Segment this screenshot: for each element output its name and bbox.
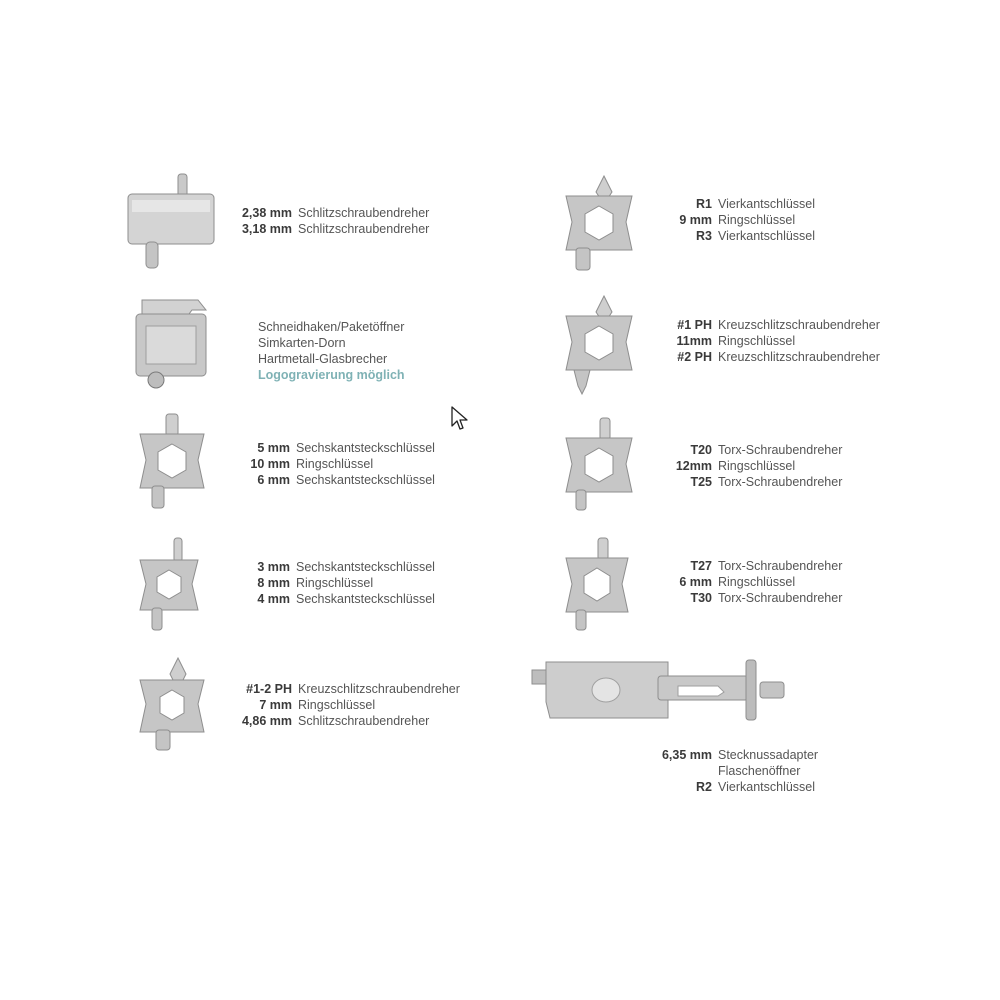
spec-size: 10 mm	[250, 457, 290, 471]
hex-wrench-link-icon	[134, 412, 210, 510]
logo-engraving-note: Logogravierung möglich	[258, 368, 405, 382]
socket-adapter-bottle-opener-icon	[528, 656, 790, 726]
phillips-link-icon	[560, 294, 638, 396]
torx-link-icon	[560, 416, 638, 512]
spec-size: 11mm	[676, 334, 712, 348]
spec-name: Ringschlüssel	[296, 457, 374, 471]
spec-size: #2 PH	[677, 350, 712, 364]
spec-size: 6 mm	[257, 473, 290, 487]
spec-name: Stecknussadapter	[718, 748, 819, 762]
spec-name: Ringschlüssel	[718, 575, 796, 589]
spec-name: Sechskantsteckschlüssel	[296, 473, 435, 487]
spec-name: Torx-Schraubendreher	[718, 443, 843, 457]
spec-size: 12mm	[675, 459, 712, 473]
square-driver-link-icon	[560, 174, 638, 274]
spec-name: Vierkantschlüssel	[718, 780, 816, 794]
spec-size: 4 mm	[257, 592, 290, 606]
spec-size: 6 mm	[679, 575, 712, 589]
spec-name: Ringschlüssel	[718, 334, 796, 348]
spec-name: Ringschlüssel	[718, 213, 796, 227]
spec-name: Ringschlüssel	[296, 576, 374, 590]
spec-name: Schneidhaken/Paketöffner	[258, 320, 405, 334]
spec-name: Sechskantsteckschlüssel	[296, 441, 435, 455]
spec-name: Torx-Schraubendreher	[718, 591, 843, 605]
spec-size: 9 mm	[679, 213, 712, 227]
hex-wrench-link-icon	[134, 536, 204, 632]
spec-size: 7 mm	[259, 698, 292, 712]
spec-size: 4,86 mm	[241, 714, 292, 728]
spec-size: 3 mm	[257, 560, 290, 574]
spec-name: Sechskantsteckschlüssel	[296, 560, 435, 574]
spec-size: T25	[690, 475, 712, 489]
spec-name: Sechskantsteckschlüssel	[296, 592, 435, 606]
spec-name: Kreuzschlitzschraubendreher	[718, 350, 880, 364]
spec-size: R2	[696, 780, 712, 794]
torx-link-icon	[560, 536, 634, 632]
spec-name: Vierkantschlüssel	[718, 197, 816, 211]
spec-size: 8 mm	[257, 576, 290, 590]
phillips-link-icon	[134, 656, 210, 752]
spec-name: Flaschenöffner	[718, 764, 801, 778]
spec-name: Hartmetall-Glasbrecher	[258, 352, 388, 366]
spec-size: R1	[696, 197, 712, 211]
spec-name: Schlitzschraubendreher	[298, 206, 430, 220]
cutting-hook-link-icon	[128, 292, 213, 396]
spec-size: T20	[690, 443, 712, 457]
slotted-screwdriver-link-icon	[122, 172, 217, 270]
spec-size: 3,18 mm	[241, 222, 292, 236]
spec-name: Torx-Schraubendreher	[718, 559, 843, 573]
spec-name: Simkarten-Dorn	[258, 336, 346, 350]
spec-size: #1-2 PH	[246, 682, 292, 696]
spec-size: T27	[690, 559, 712, 573]
spec-name: Vierkantschlüssel	[718, 229, 816, 243]
spec-size: 5 mm	[257, 441, 290, 455]
spec-name: Schlitzschraubendreher	[298, 222, 430, 236]
mouse-pointer-icon	[451, 406, 469, 432]
spec-size: 2,38 mm	[241, 206, 292, 220]
spec-name: Kreuzschlitzschraubendreher	[718, 318, 880, 332]
spec-size: T30	[690, 591, 712, 605]
spec-size: #1 PH	[677, 318, 712, 332]
spec-name: Ringschlüssel	[298, 698, 376, 712]
spec-name: Ringschlüssel	[718, 459, 796, 473]
spec-name: Kreuzschlitzschraubendreher	[298, 682, 460, 696]
spec-size: 6,35 mm	[661, 748, 712, 762]
spec-name: Schlitzschraubendreher	[298, 714, 430, 728]
spec-name: Torx-Schraubendreher	[718, 475, 843, 489]
spec-size: R3	[696, 229, 712, 243]
